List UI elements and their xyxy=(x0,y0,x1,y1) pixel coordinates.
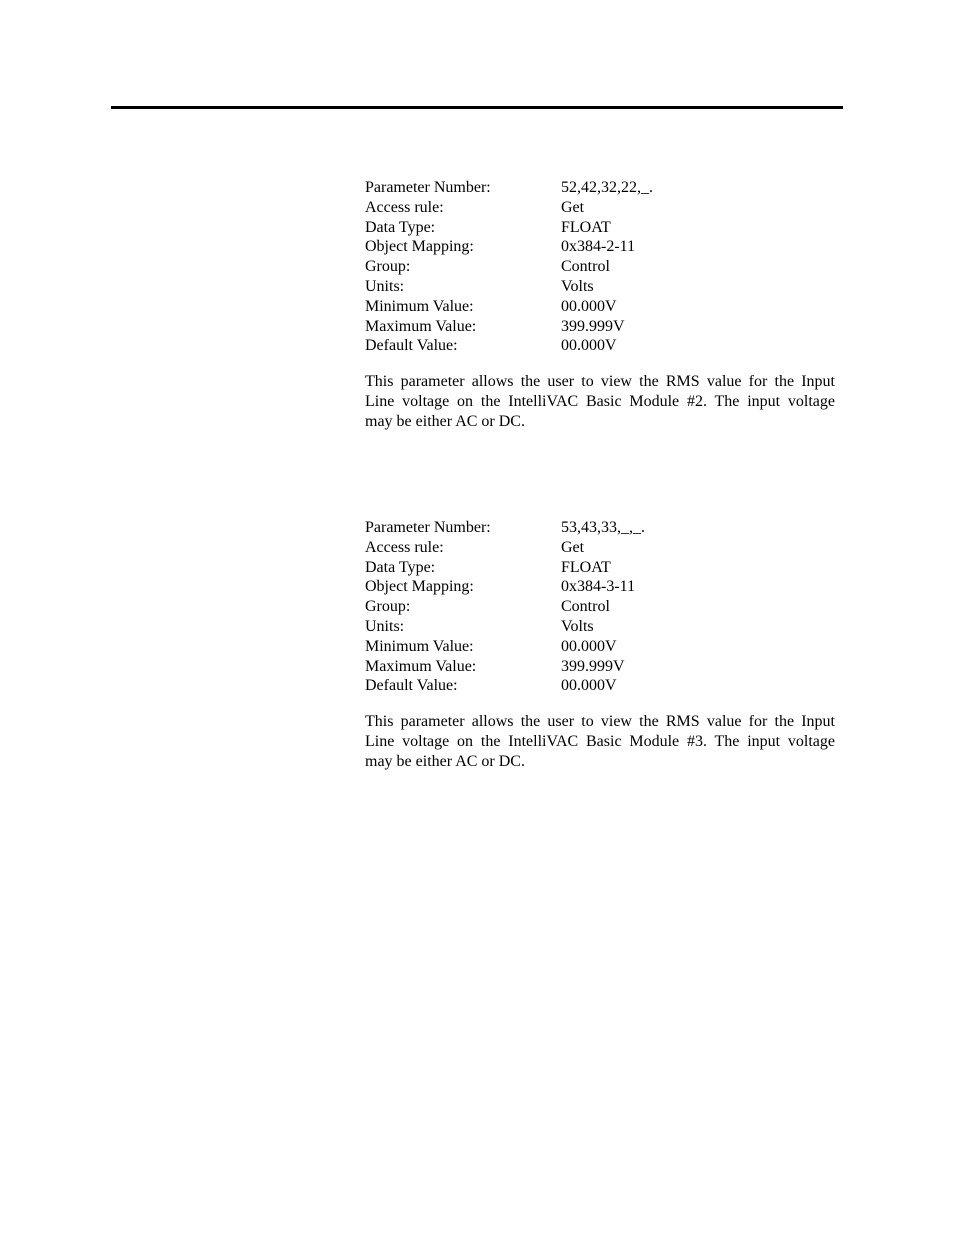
param-row-min xyxy=(365,637,845,657)
param-label: Object Mapping: xyxy=(365,238,474,256)
param-value: 0x384-3-11 xyxy=(561,578,636,596)
param-value: 399.999V xyxy=(561,317,625,335)
description-line: may be either AC or DC. xyxy=(365,752,525,770)
description-line: may be either AC or DC. xyxy=(365,412,525,430)
param-row-datatype xyxy=(365,218,845,238)
param-label: Minimum Value: xyxy=(365,297,474,315)
param-value: 399.999V xyxy=(561,657,625,675)
param-value: 00.000V xyxy=(561,297,617,315)
param-row-min xyxy=(365,297,845,317)
parameter-block-module-3 xyxy=(365,518,845,772)
param-label: Group: xyxy=(365,258,411,276)
param-label: Access rule: xyxy=(365,538,444,556)
param-label: Object Mapping: xyxy=(365,578,474,596)
param-row-units xyxy=(365,277,845,297)
parameter-table xyxy=(365,178,845,356)
description-line: This parameter allows the user to view the RMS value for the Input xyxy=(365,713,835,731)
param-value: Volts xyxy=(561,277,594,295)
param-label: Units: xyxy=(365,617,405,635)
param-row-group xyxy=(365,257,845,277)
param-row-default xyxy=(365,336,845,356)
param-row-number xyxy=(365,178,845,198)
param-row-mapping xyxy=(365,237,845,257)
param-row-number xyxy=(365,518,845,538)
param-label: Default Value: xyxy=(365,677,458,695)
param-value: Control xyxy=(561,598,610,616)
param-row-default xyxy=(365,676,845,696)
param-label: Group: xyxy=(365,598,411,616)
param-row-mapping xyxy=(365,577,845,597)
param-row-access xyxy=(365,198,845,218)
param-row-max xyxy=(365,657,845,677)
param-row-datatype xyxy=(365,558,845,578)
param-label: Parameter Number: xyxy=(365,519,491,536)
param-value: Get xyxy=(561,538,585,556)
param-value: 00.000V xyxy=(561,337,617,355)
param-value: Control xyxy=(561,258,610,276)
param-label: Minimum Value: xyxy=(365,637,474,655)
param-value: 53,43,33,_,_. xyxy=(561,519,645,536)
param-value: 00.000V xyxy=(561,677,617,695)
param-label: Data Type: xyxy=(365,558,436,576)
param-row-group xyxy=(365,597,845,617)
param-label: Parameter Number: xyxy=(365,179,491,196)
param-value: FLOAT xyxy=(561,558,611,576)
parameter-table xyxy=(365,518,845,696)
param-label: Units: xyxy=(365,277,405,295)
param-value: 00.000V xyxy=(561,637,617,655)
param-value: Get xyxy=(561,198,585,216)
param-label: Maximum Value: xyxy=(365,317,477,335)
param-value: 0x384-2-11 xyxy=(561,238,636,256)
param-label: Default Value: xyxy=(365,337,458,355)
param-row-max xyxy=(365,317,845,337)
param-label: Access rule: xyxy=(365,198,444,216)
parameter-block-module-2 xyxy=(365,178,845,432)
param-value: FLOAT xyxy=(561,218,611,236)
param-value: 52,42,32,22,_. xyxy=(561,179,653,196)
parameter-description xyxy=(365,372,835,431)
description-line: This parameter allows the user to view the RMS value for the Input xyxy=(365,373,835,391)
parameter-description xyxy=(365,712,835,771)
header-rule xyxy=(111,106,843,109)
param-value: Volts xyxy=(561,617,594,635)
param-row-access xyxy=(365,538,845,558)
param-label: Maximum Value: xyxy=(365,657,477,675)
description-line: Line voltage on the IntelliVAC Basic Module #3. The input voltage xyxy=(365,732,835,750)
description-line: Line voltage on the IntelliVAC Basic Module #2. The input voltage xyxy=(365,392,835,410)
param-row-units xyxy=(365,617,845,637)
param-label: Data Type: xyxy=(365,218,436,236)
